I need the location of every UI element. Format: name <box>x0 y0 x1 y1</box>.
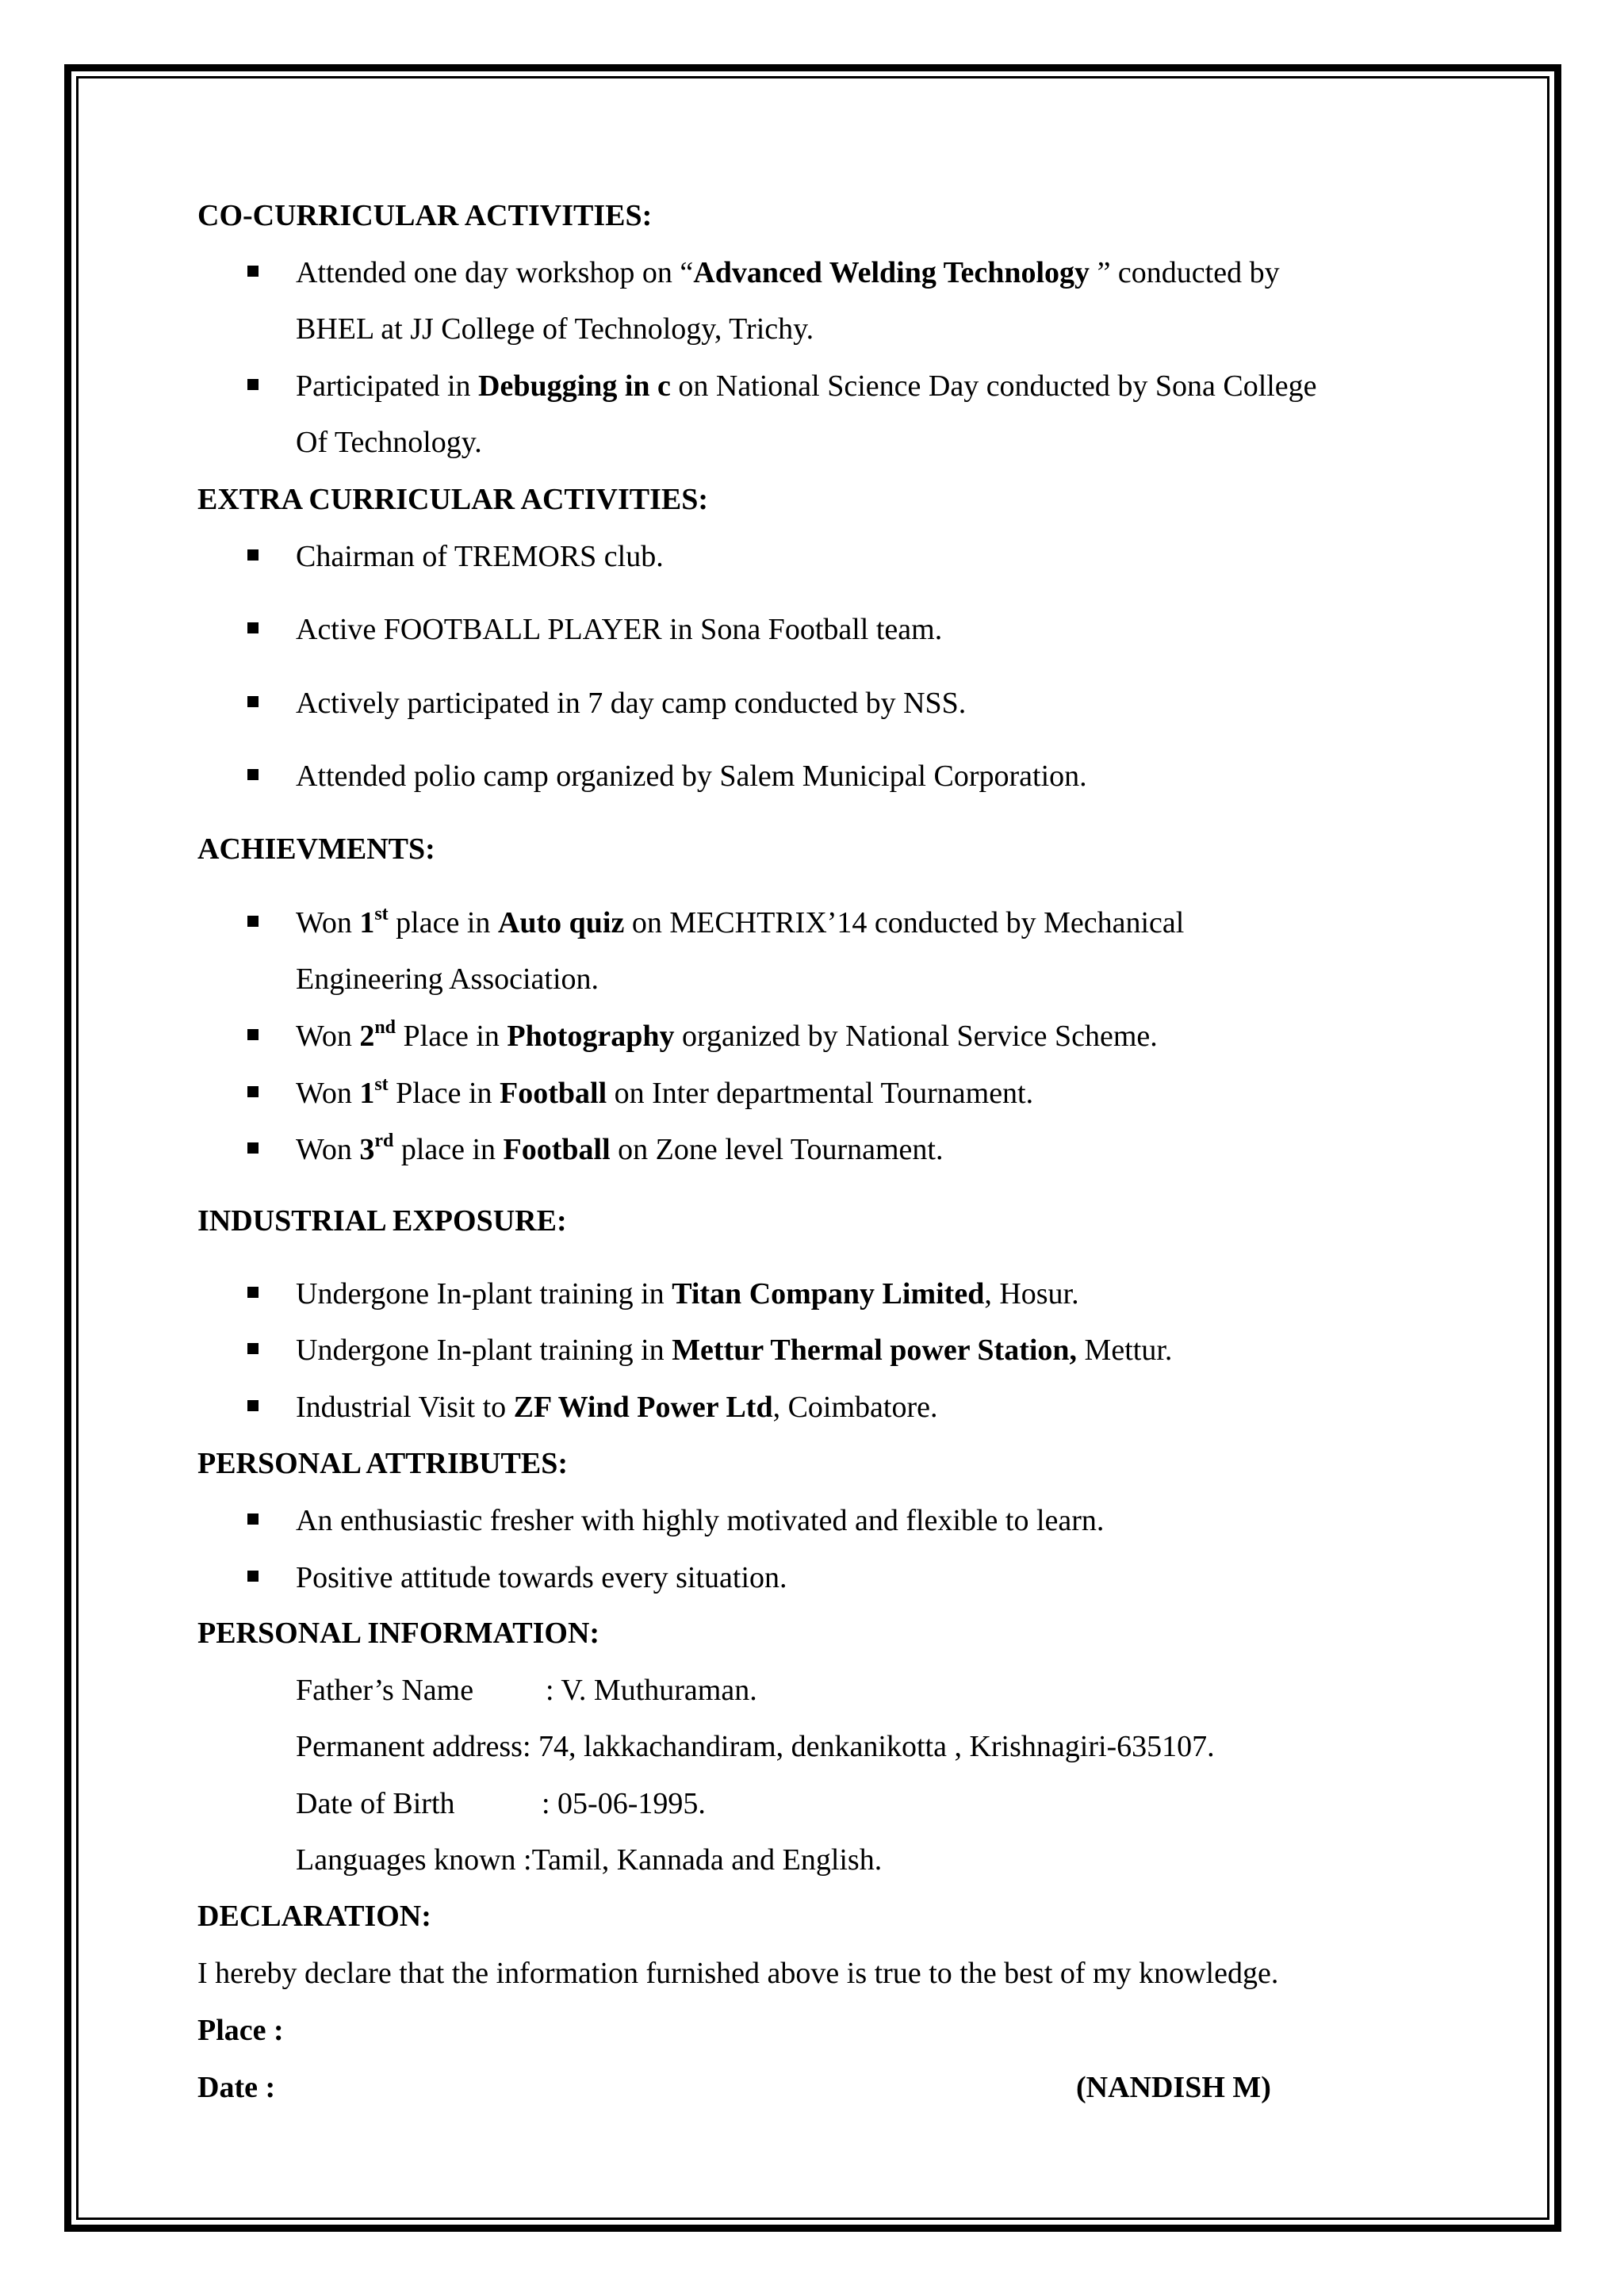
bullet-icon <box>247 1086 259 1097</box>
co-curricular-item-1: Attended one day workshop on “Advanced Welding Technology ” conducted by <box>296 256 1280 289</box>
industrial-item-1: Undergone In-plant training in Titan Company Limited, Hosur. <box>296 1277 1079 1311</box>
achievements-heading: ACHIEVMENTS: <box>197 832 435 866</box>
permanent-address: Permanent address: 74, lakkachandiram, denkanikotta , Krishnagiri-635107. <box>296 1730 1215 1763</box>
achievement-item-2: Won 2nd Place in Photography organized by National Service Scheme. <box>296 1017 1158 1053</box>
declaration-text: I hereby declare that the information furnished above is true to the best of my knowledge. <box>197 1957 1279 1990</box>
industrial-item-2: Undergone In-plant training in Mettur Thermal power Station, Mettur. <box>296 1334 1173 1367</box>
achievement-item-1: Won 1st place in Auto quiz on MECHTRIX’14 conducted by Mechanical <box>296 904 1185 939</box>
extra-curricular-heading: EXTRA CURRICULAR ACTIVITIES: <box>197 483 709 516</box>
date-label: Date : <box>197 2071 276 2104</box>
personal-attribute-item: An enthusiastic fresher with highly motivated and flexible to learn. <box>296 1504 1105 1537</box>
industrial-heading: INDUSTRIAL EXPOSURE: <box>197 1204 567 1238</box>
co-curricular-item-2-cont: Of Technology. <box>296 426 482 459</box>
achievement-item-1-cont: Engineering Association. <box>296 962 599 996</box>
achievement-item-3: Won 1st Place in Football on Inter departmental Tournament. <box>296 1074 1034 1110</box>
bullet-icon <box>247 1571 259 1582</box>
father-name-value: : V. Muthuraman. <box>546 1674 757 1707</box>
languages-known: Languages known :Tamil, Kannada and English. <box>296 1843 883 1877</box>
extra-curricular-item: Chairman of TREMORS club. <box>296 540 664 573</box>
bullet-icon <box>247 549 259 561</box>
co-curricular-item-2: Participated in Debugging in c on National Science Day conducted by Sona College <box>296 369 1317 403</box>
bullet-icon <box>247 1287 259 1298</box>
personal-attribute-item: Positive attitude towards every situation. <box>296 1561 787 1594</box>
dob-label: Date of Birth <box>296 1787 455 1820</box>
bullet-icon <box>247 1513 259 1525</box>
bullet-icon <box>247 1400 259 1411</box>
declaration-heading: DECLARATION: <box>197 1900 431 1933</box>
bullet-icon <box>247 1029 259 1040</box>
bullet-icon <box>247 379 259 390</box>
bullet-icon <box>247 1343 259 1354</box>
bullet-icon <box>247 696 259 707</box>
signature-name: (NANDISH M) <box>1076 2071 1271 2104</box>
personal-info-heading: PERSONAL INFORMATION: <box>197 1617 600 1650</box>
bullet-icon <box>247 622 259 633</box>
extra-curricular-item: Actively participated in 7 day camp conducted by NSS. <box>296 687 967 720</box>
bullet-icon <box>247 1142 259 1154</box>
extra-curricular-item: Attended polio camp organized by Salem Municipal Corporation. <box>296 760 1087 793</box>
father-name-label: Father’s Name <box>296 1674 474 1707</box>
place-label: Place : <box>197 2014 284 2047</box>
co-curricular-heading: CO-CURRICULAR ACTIVITIES: <box>197 199 653 232</box>
dob-value: : 05-06-1995. <box>542 1787 706 1820</box>
bullet-icon <box>247 769 259 780</box>
bullet-icon <box>247 266 259 277</box>
co-curricular-item-1-cont: BHEL at JJ College of Technology, Trichy. <box>296 312 814 346</box>
extra-curricular-item: Active FOOTBALL PLAYER in Sona Football team. <box>296 613 943 646</box>
personal-attributes-heading: PERSONAL ATTRIBUTES: <box>197 1447 569 1480</box>
achievement-item-4: Won 3rd place in Football on Zone level Tournament. <box>296 1131 944 1166</box>
bullet-icon <box>247 916 259 927</box>
industrial-item-3: Industrial Visit to ZF Wind Power Ltd, Coimbatore. <box>296 1391 938 1424</box>
